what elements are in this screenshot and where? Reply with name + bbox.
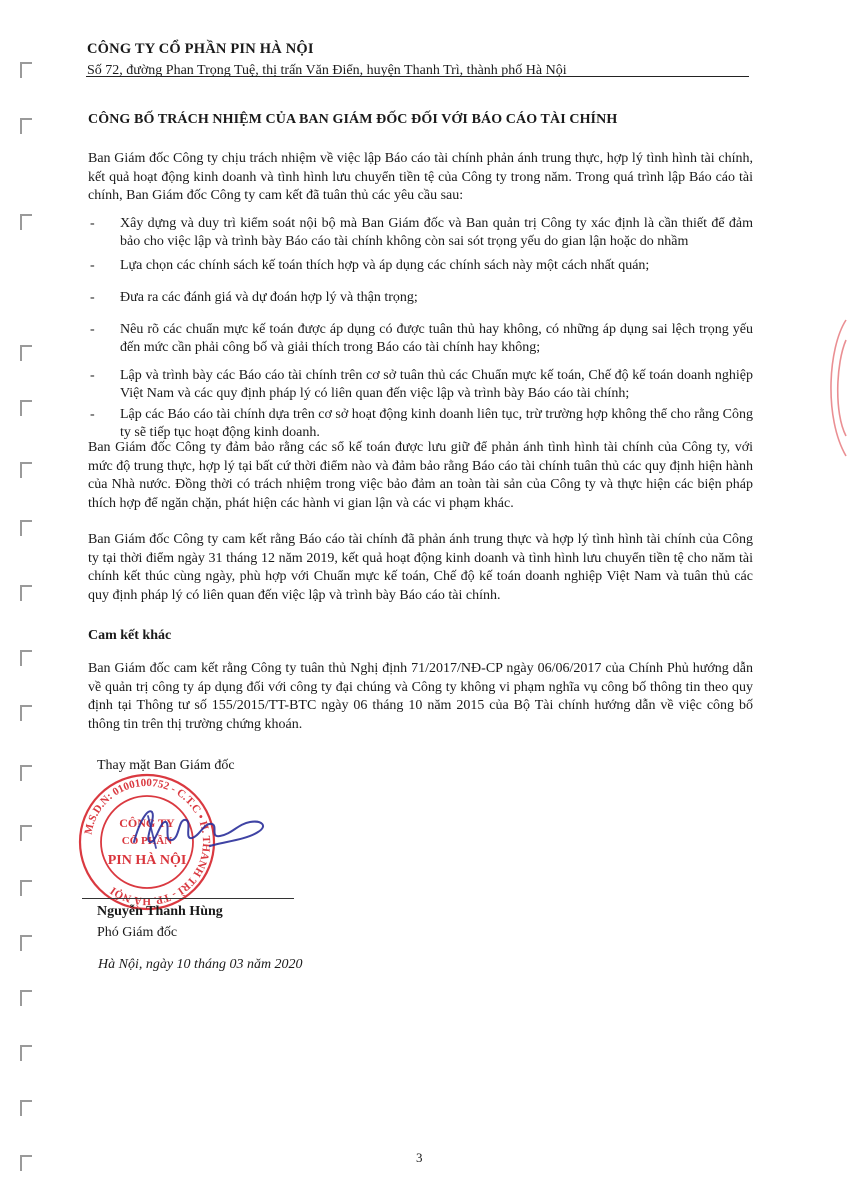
list-item — [88, 321, 753, 357]
binding-mark — [20, 705, 32, 721]
intro-paragraph: Ban Giám đốc Công ty chịu trách nhiệm về việc lập Báo cáo tài chính phản ánh trung thực, hợp lý tình hình tài chính, kết quả hoạt động kinh doanh và tình hình lưu chuyển tiền tệ của Công ty trong năm. Trong quá trình lập Báo cáo tài chính, Ban Giám đốc Công ty cam kết đã tuân thủ các yêu cầu sau: — [88, 151, 753, 203]
binding-mark — [20, 62, 32, 78]
signer-position: Phó Giám đốc — [97, 925, 178, 940]
other-commitments-heading: Cam kết khác — [88, 628, 172, 643]
binding-mark — [20, 462, 32, 478]
document-title: CÔNG BỐ TRÁCH NHIỆM CỦA BAN GIÁM ĐỐC ĐỐI VỚI BÁO CÁO TÀI CHÍNH — [88, 112, 618, 127]
bullet-marker: - — [90, 290, 95, 305]
binding-mark — [20, 345, 32, 361]
header-divider — [86, 76, 749, 77]
on-behalf-label: Thay mặt Ban Giám đốc — [97, 758, 235, 773]
binding-mark — [20, 765, 32, 781]
svg-text:CÔNG TY: CÔNG TY — [119, 816, 175, 830]
list-item-text: Lập các Báo cáo tài chính dựa trên cơ sở hoạt động kinh doanh liên tục, trừ trường hợp không thể cho rằng Công ty sẽ tiếp tục hoạt động kinh doanh. — [120, 407, 753, 440]
binding-mark — [20, 990, 32, 1006]
binding-mark — [20, 585, 32, 601]
svg-text:CỔ PHẦN: CỔ PHẦN — [121, 835, 173, 847]
list-item — [88, 367, 753, 403]
bullet-marker: - — [90, 322, 95, 337]
binding-mark — [20, 935, 32, 951]
binding-mark — [20, 520, 32, 536]
svg-text:PIN HÀ NỘI: PIN HÀ NỘI — [107, 853, 187, 868]
signer-name: Nguyễn Thanh Hùng — [97, 904, 223, 919]
other-commitments-paragraph: Ban Giám đốc cam kết rằng Công ty tuân thủ Nghị định 71/2017/NĐ-CP ngày 06/06/2017 của Chính Phủ hướng dẫn về quản trị công ty áp dụng đối với công ty đại chúng và Công ty không vi phạm nghĩa vụ công bố thông tin theo quy định tại Thông tư số 155/2015/TT-BTC ngày 06 tháng 10 năm 2015 của Bộ Tài chính hướng dẫn về việc công bố thông tin trên thị trường chứng khoán. — [88, 661, 753, 732]
svg-text:M.S.D.N: 0100100752 - C.T.C •: M.S.D.N: 0100100752 - C.T.C • H. THANH TRÌ - TP. HÀ NỘI — [82, 776, 213, 908]
place-and-date: Hà Nội, ngày 10 tháng 03 năm 2020 — [98, 957, 303, 972]
bullet-marker: - — [90, 216, 95, 231]
list-item — [88, 289, 753, 307]
list-item-text: Lập và trình bày các Báo cáo tài chính trên cơ sở tuân thủ các Chuẩn mực kế toán, Chế độ kế toán doanh nghiệp Việt Nam và các quy định pháp lý có liên quan đến việc lập và trình bày Báo cáo tài chính; — [120, 368, 753, 401]
requirements-list — [88, 215, 753, 448]
binding-mark — [20, 650, 32, 666]
company-address: Số 72, đường Phan Trọng Tuệ, thị trấn Văn Điển, huyện Thanh Trì, thành phố Hà Nội — [87, 63, 567, 78]
edge-seal-fragment — [820, 318, 848, 458]
binding-mark — [20, 1045, 32, 1061]
list-item-text: Đưa ra các đánh giá và dự đoán hợp lý và thận trọng; — [120, 290, 418, 305]
handwritten-signature — [126, 802, 276, 858]
list-item — [88, 257, 753, 275]
binding-mark — [20, 1100, 32, 1116]
binding-mark — [20, 118, 32, 134]
binding-mark — [20, 880, 32, 896]
list-item-text: Lựa chọn các chính sách kế toán thích hợp và áp dụng các chính sách này một cách nhất quán; — [120, 258, 650, 273]
binding-mark — [20, 214, 32, 230]
bullet-marker: - — [90, 258, 95, 273]
binding-mark — [20, 825, 32, 841]
signature-line — [82, 898, 294, 899]
list-item — [88, 215, 753, 251]
accounting-records-paragraph: Ban Giám đốc Công ty đảm bảo rằng các sổ kế toán được lưu giữ để phản ánh tình hình tài chính của Công ty, với mức độ trung thực, hợp lý tại bất cứ thời điểm nào và đảm bảo rằng Báo cáo tài chính tuân thủ các quy định hiện hành của Nhà nước. Đồng thời có trách nhiệm trong việc bảo đảm an toàn tài sản của Công ty và thực hiện các biện pháp thích hợp để ngăn chặn, phát hiện các hành vi gian lận và các vi phạm khác. — [88, 440, 753, 511]
list-item — [88, 406, 753, 442]
binding-mark — [20, 400, 32, 416]
company-name: CÔNG TY CỔ PHẦN PIN HÀ NỘI — [87, 41, 314, 57]
bullet-marker: - — [90, 368, 95, 383]
list-item-text: Nêu rõ các chuẩn mực kế toán được áp dụng có được tuân thủ hay không, có những áp dụng sai lệch trọng yếu đến mức cần phải công bố và giải thích trong Báo cáo tài chính hay không; — [120, 322, 753, 355]
page-number: 3 — [416, 1150, 423, 1165]
bullet-marker: - — [90, 407, 95, 422]
list-item-text: Xây dựng và duy trì kiểm soát nội bộ mà Ban Giám đốc và Ban quản trị Công ty xác định là cần thiết để đảm bảo cho việc lập và trình bày Báo cáo tài chính không còn sai sót trọng yếu do gian lận hoặc do nhầm — [120, 216, 753, 249]
commitment-paragraph: Ban Giám đốc Công ty cam kết rằng Báo cáo tài chính đã phản ánh trung thực và hợp lý tình hình tài chính của Công ty tại thời điểm ngày 31 tháng 12 năm 2019, kết quả hoạt động kinh doanh và tình hình lưu chuyển tiền tệ cho năm tài chính kết thúc cùng ngày, phù hợp với Chuẩn mực kế toán, Chế độ kế toán doanh nghiệp Việt Nam và tuân thủ các quy định pháp lý có liên quan đến việc lập và trình bày Báo cáo tài chính. — [88, 532, 753, 603]
binding-mark — [20, 1155, 32, 1171]
